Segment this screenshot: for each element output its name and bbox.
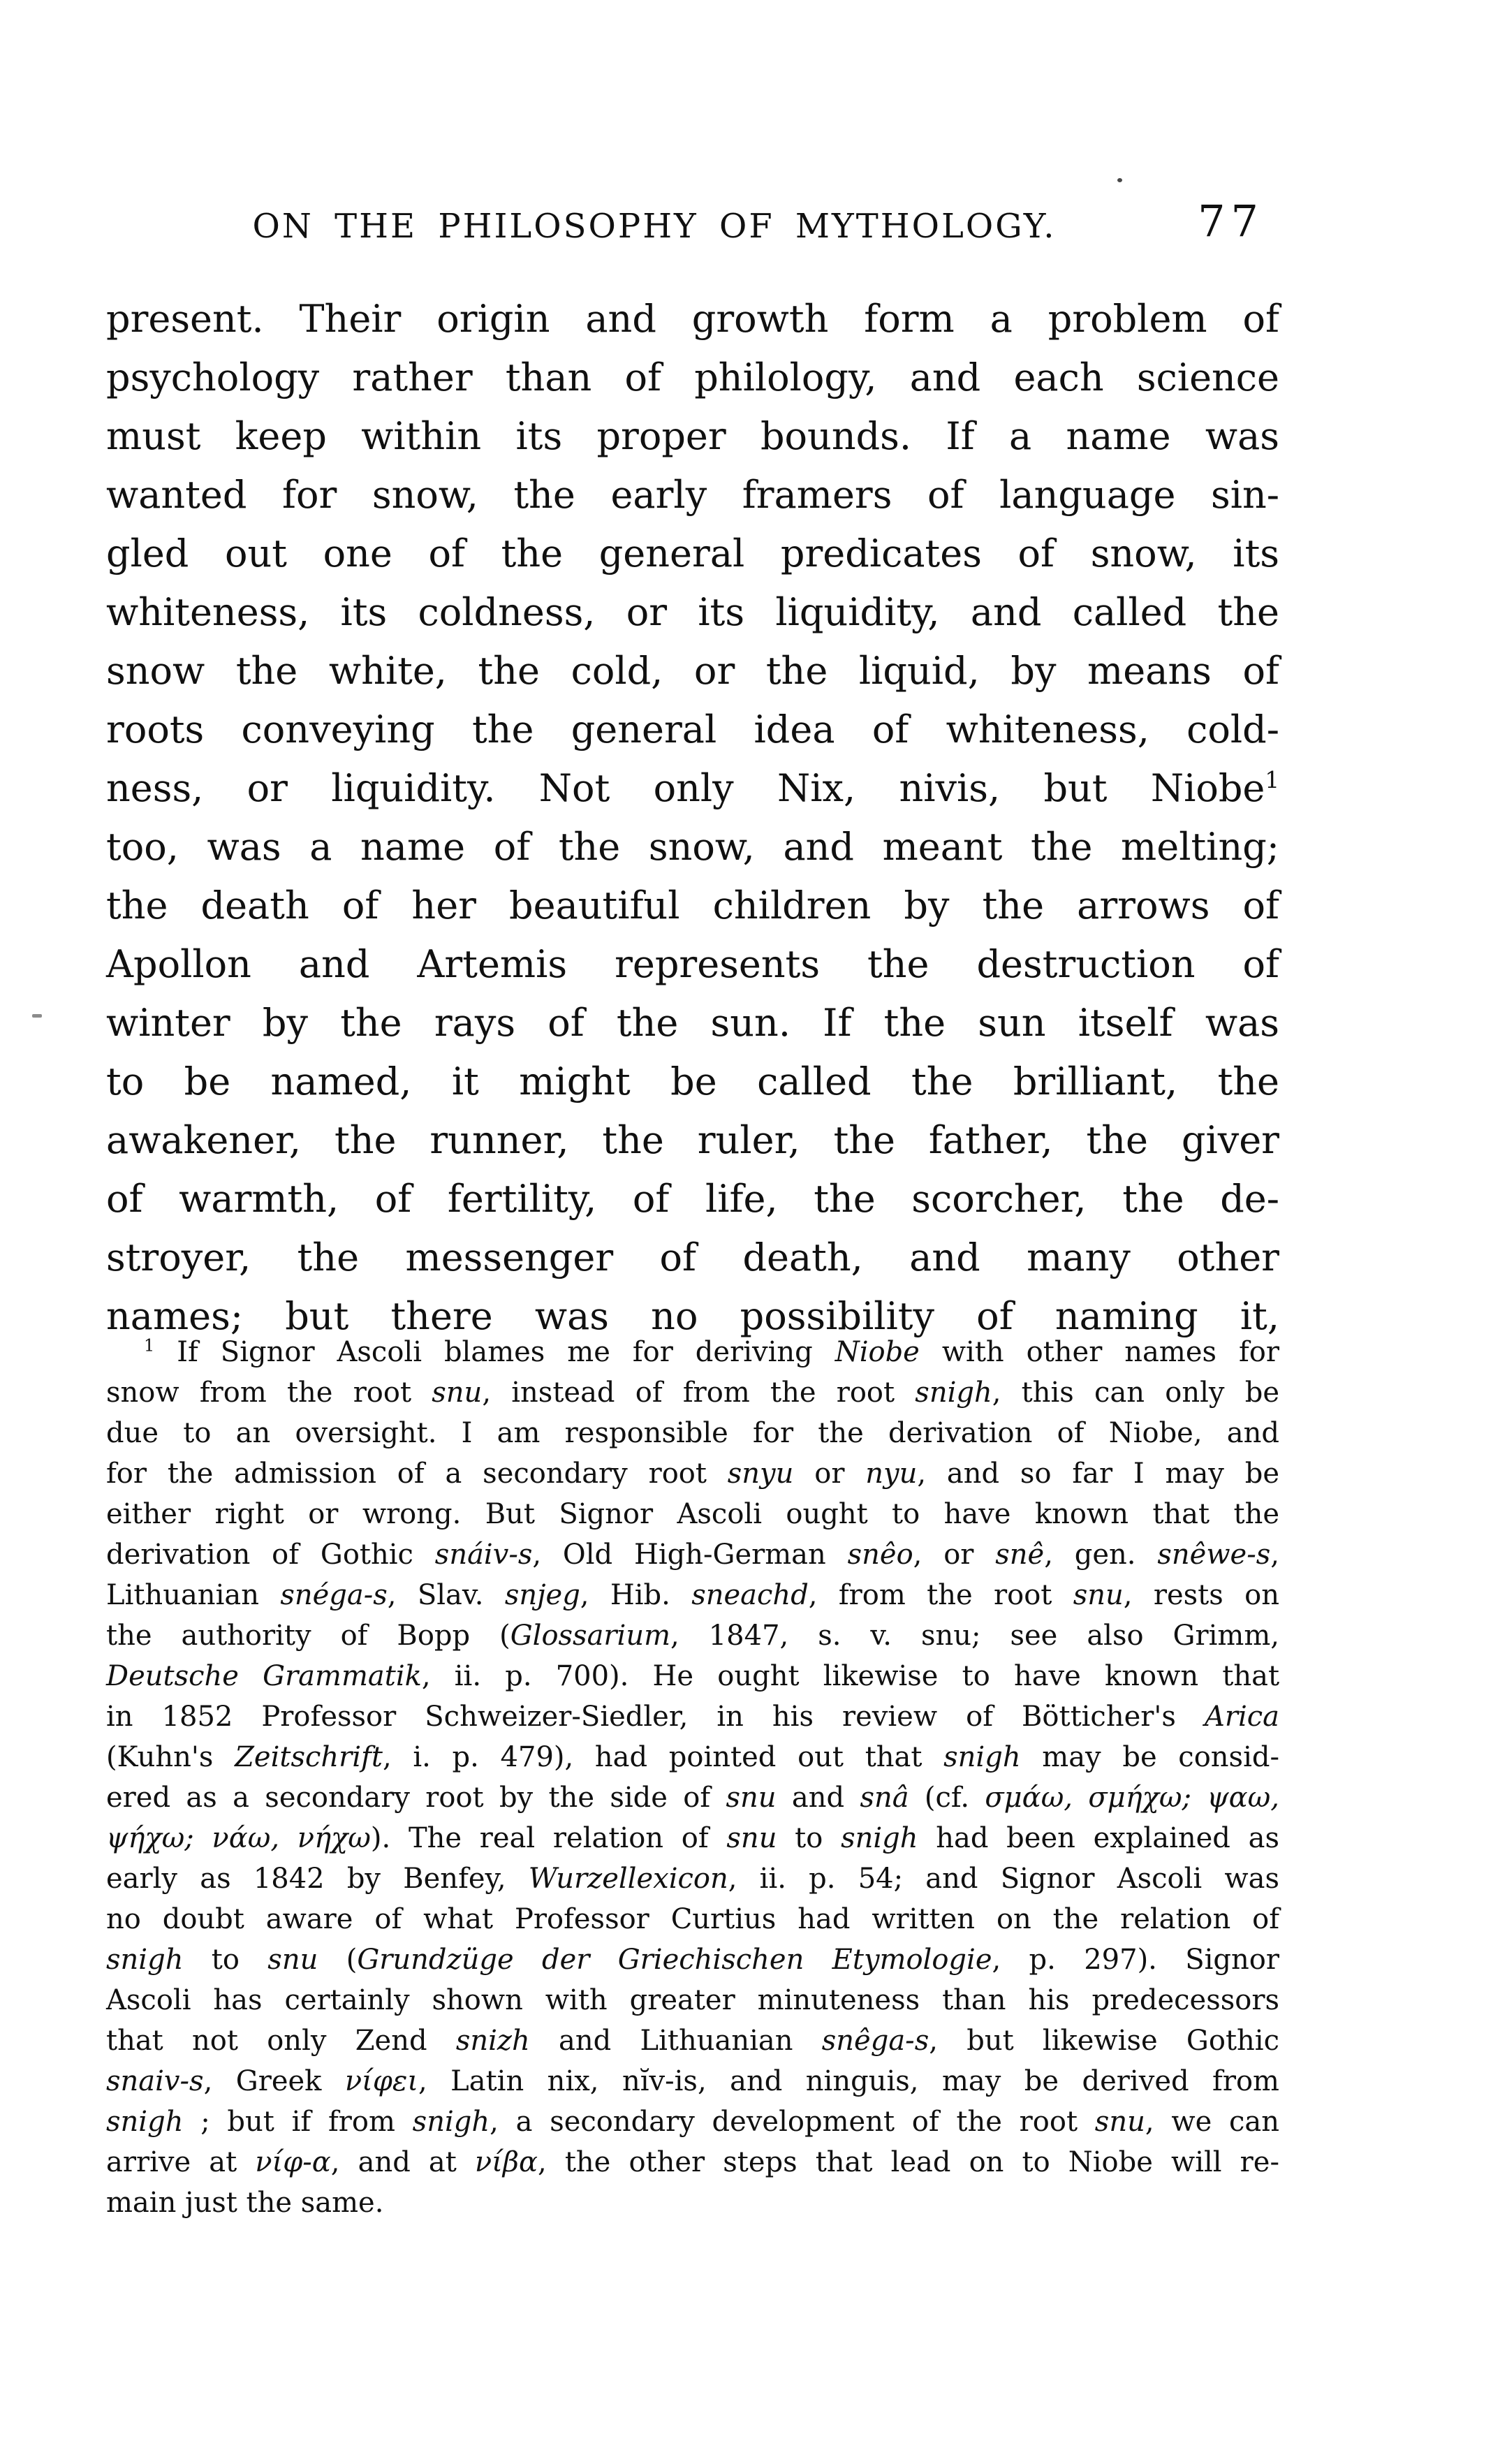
italic-term: snu xyxy=(432,1377,483,1409)
text-segment: , ii. p. 700). He ought likewise to have known that xyxy=(421,1660,1280,1692)
italic-term: νίβα xyxy=(474,2146,538,2178)
text-segment: , a secondary development of the root xyxy=(490,2106,1095,2138)
text-segment: , 1847, s. v. snu; see also Grimm, xyxy=(670,1620,1279,1652)
text-segment: If Signor Ascoli blames me for deriving xyxy=(154,1336,835,1368)
body-line xyxy=(106,1053,1279,1111)
text-segment: the authority of Bopp ( xyxy=(106,1620,510,1652)
footnote-line xyxy=(106,1656,1279,1696)
text-segment: winter by the rays of the sun. If the sun itself was xyxy=(106,1001,1279,1045)
text-segment: roots conveying the general idea of whiteness, cold- xyxy=(106,707,1279,751)
scan-artifact-dash xyxy=(32,1014,42,1018)
body-line xyxy=(106,466,1279,525)
italic-term: Wurzellexicon xyxy=(528,1863,728,1895)
running-title: ON THE PHILOSOPHY OF MYTHOLOGY. xyxy=(252,207,1057,246)
text-segment: , gen. xyxy=(1044,1539,1158,1571)
italic-term: snigh xyxy=(841,1822,918,1854)
body-line xyxy=(106,818,1279,877)
footnote-line xyxy=(106,1777,1279,1818)
footnote-line xyxy=(106,1332,1279,1372)
italic-term: snu xyxy=(267,1944,318,1976)
italic-term: snêga-s xyxy=(821,2025,929,2057)
text-segment: (Kuhn's xyxy=(106,1741,235,1773)
italic-term: snigh xyxy=(106,1944,184,1976)
text-segment: , Old High-German xyxy=(532,1539,848,1571)
body-line xyxy=(106,1111,1279,1170)
text-segment: , Greek xyxy=(203,2065,345,2097)
text-segment: must keep within its proper bounds. If a name was xyxy=(106,414,1279,458)
text-segment: present. Their origin and growth form a problem of xyxy=(106,297,1279,341)
italic-term: snigh xyxy=(943,1741,1021,1773)
text-segment: to xyxy=(777,1822,841,1854)
text-segment: the death of her beautiful children by the arrows of xyxy=(106,883,1279,927)
text-segment: , Hib. xyxy=(580,1579,692,1611)
body-line xyxy=(106,877,1279,935)
text-segment: wanted for snow, the early framers of language sin- xyxy=(106,473,1279,517)
text-segment: , Slav. xyxy=(387,1579,505,1611)
text-segment: names; but there was no possibility of naming it, xyxy=(106,1294,1279,1338)
text-segment: main just the same. xyxy=(106,2187,384,2219)
text-segment: stroyer, the messenger of death, and many other xyxy=(106,1235,1279,1279)
text-segment: ). The real relation of xyxy=(370,1822,727,1854)
text-segment: had been explained as xyxy=(918,1822,1279,1854)
footnote-line xyxy=(106,1494,1279,1534)
italic-term: snu xyxy=(1094,2106,1145,2138)
text-segment: gled out one of the general predicates of snow, its xyxy=(106,531,1279,575)
text-segment: or xyxy=(793,1458,866,1490)
italic-term: snêwe-s xyxy=(1157,1539,1271,1571)
text-segment: and Lithuanian xyxy=(529,2025,822,2057)
text-segment: , ii. p. 54; and Signor Ascoli was xyxy=(728,1863,1279,1895)
scan-artifact-dot xyxy=(1117,178,1122,182)
body-line xyxy=(106,525,1279,583)
footnote-line xyxy=(106,1696,1279,1737)
body-line xyxy=(106,349,1279,407)
body-line xyxy=(106,583,1279,642)
text-segment: , this can only be xyxy=(992,1377,1279,1409)
text-segment: , rests on xyxy=(1123,1579,1279,1611)
text-segment: for the admission of a secondary root xyxy=(106,1458,728,1490)
text-segment: snow from the root xyxy=(106,1377,432,1409)
italic-term: snêo xyxy=(847,1539,913,1571)
footnote-line xyxy=(106,1534,1279,1575)
footnote-line xyxy=(106,1737,1279,1777)
italic-term: snaiv-s xyxy=(106,2065,204,2097)
text-segment: , xyxy=(1270,1539,1279,1571)
text-segment: of warmth, of fertility, of life, the scorcher, the de- xyxy=(106,1177,1279,1221)
italic-term: snigh xyxy=(106,2106,184,2138)
body-line xyxy=(106,994,1279,1053)
body-line xyxy=(106,759,1279,818)
text-segment: , we can xyxy=(1145,2106,1279,2138)
text-segment: , instead of from the root xyxy=(482,1377,916,1409)
body-line xyxy=(106,935,1279,994)
footnote-line xyxy=(106,2183,1279,2223)
body-line xyxy=(106,407,1279,466)
italic-term: snê xyxy=(995,1539,1045,1571)
text-segment: early as 1842 by Benfey, xyxy=(106,1863,529,1895)
text-segment: too, was a name of the snow, and meant the melting; xyxy=(106,825,1279,869)
italic-term: snáiv-s xyxy=(434,1539,533,1571)
italic-term: snyu xyxy=(727,1458,794,1490)
text-segment: ( xyxy=(318,1944,358,1976)
italic-term: Glossarium xyxy=(510,1620,671,1652)
footnote-line xyxy=(106,2102,1279,2142)
italic-term: snigh xyxy=(412,2106,490,2138)
text-segment: 1 xyxy=(144,1335,155,1356)
text-segment: Ascoli has certainly shown with greater minuteness than his predecessors xyxy=(106,1984,1279,2016)
footnote-text xyxy=(106,1332,1279,2223)
italic-term: Grundzüge der Griechischen Etymologie xyxy=(357,1944,992,1976)
italic-term: snu xyxy=(726,1822,777,1854)
page-header xyxy=(106,194,1279,257)
text-segment: due to an oversight. I am responsible for the derivation of Niobe, and xyxy=(106,1417,1279,1449)
italic-term: nyu xyxy=(865,1458,918,1490)
text-segment: arrive at xyxy=(106,2146,256,2178)
text-segment: ness, or liquidity. Not only Nix, nivis, but Niobe xyxy=(106,766,1265,810)
italic-term: Niobe xyxy=(835,1336,920,1368)
text-segment: and xyxy=(776,1782,860,1814)
text-segment: awakener, the runner, the ruler, the father, the giver xyxy=(106,1118,1279,1162)
text-segment: , Latin nix, nĭv-is, and ninguis, may be derived from xyxy=(418,2065,1279,2097)
text-segment: ; but if from xyxy=(183,2106,413,2138)
italic-term: snâ xyxy=(860,1782,909,1814)
body-line xyxy=(106,642,1279,701)
text-segment: (cf. xyxy=(909,1782,985,1814)
text-segment: either right or wrong. But Signor Ascoli ought to have known that the xyxy=(106,1498,1279,1530)
footnote-line xyxy=(106,1372,1279,1413)
text-segment: , i. p. 479), had pointed out that xyxy=(382,1741,944,1773)
text-segment: snow the white, the cold, or the liquid, by means of xyxy=(106,649,1279,693)
text-segment: psychology rather than of philology, and each science xyxy=(106,355,1279,399)
italic-term: νίφ-α xyxy=(255,2146,331,2178)
text-segment: 1 xyxy=(1265,767,1279,793)
text-segment: Lithuanian xyxy=(106,1579,281,1611)
italic-term: Zeitschrift xyxy=(235,1741,383,1773)
italic-term: snu xyxy=(726,1782,777,1814)
footnote-line xyxy=(106,1980,1279,2021)
page-number: 77 xyxy=(1198,196,1264,247)
text-segment: no doubt aware of what Professor Curtius had written on the relation of xyxy=(106,1903,1279,1935)
text-segment: Apollon and Artemis represents the destruction of xyxy=(106,942,1279,986)
body-line xyxy=(106,701,1279,759)
text-segment: , the other steps that lead on to Niobe will re- xyxy=(538,2146,1279,2178)
text-segment: , and so far I may be xyxy=(917,1458,1279,1490)
footnote-line xyxy=(106,1899,1279,1939)
italic-term: snu xyxy=(1073,1579,1124,1611)
body-line xyxy=(106,290,1279,349)
footnote-line xyxy=(106,1413,1279,1453)
text-segment: , or xyxy=(913,1539,996,1571)
footnote-line xyxy=(106,2021,1279,2061)
text-segment: ered as a secondary root by the side of xyxy=(106,1782,726,1814)
footnote-line xyxy=(106,1453,1279,1494)
text-segment: , from the root xyxy=(808,1579,1073,1611)
text-segment: , p. 297). Signor xyxy=(992,1944,1279,1976)
text-segment: , but likewise Gothic xyxy=(929,2025,1280,2057)
italic-term: snigh xyxy=(915,1377,992,1409)
italic-term: snjeg xyxy=(504,1579,580,1611)
body-line xyxy=(106,1229,1279,1287)
text-segment: with other names for xyxy=(919,1336,1279,1368)
footnote-line xyxy=(106,2142,1279,2183)
footnote-line xyxy=(106,1575,1279,1615)
italic-term: Arica xyxy=(1204,1701,1279,1733)
footnote-line xyxy=(106,1858,1279,1899)
text-segment: derivation of Gothic xyxy=(106,1539,435,1571)
italic-term: snéga-s xyxy=(280,1579,388,1611)
footnote-line xyxy=(106,1615,1279,1656)
body-text xyxy=(106,290,1279,1346)
italic-term: σμάω, σμήχω; ψαω, xyxy=(985,1782,1279,1814)
text-segment: that not only Zend xyxy=(106,2025,456,2057)
italic-term: Deutsche Grammatik xyxy=(106,1660,422,1692)
footnote-line xyxy=(106,1818,1279,1858)
footnote-line xyxy=(106,1939,1279,1980)
footnote-line xyxy=(106,2061,1279,2102)
text-segment: whiteness, its coldness, or its liquidity, and called the xyxy=(106,590,1279,634)
italic-term: νίφει xyxy=(344,2065,419,2097)
italic-term: snizh xyxy=(455,2025,530,2057)
italic-term: sneachd xyxy=(691,1579,809,1611)
text-segment: to be named, it might be called the brilliant, the xyxy=(106,1059,1279,1103)
text-segment: may be consid- xyxy=(1020,1741,1279,1773)
body-line xyxy=(106,1170,1279,1229)
text-segment: , and at xyxy=(330,2146,475,2178)
text-segment: in 1852 Professor Schweizer-Siedler, in his review of Bötticher's xyxy=(106,1701,1205,1733)
italic-term: ψήχω; νάω, νήχω xyxy=(106,1822,371,1854)
text-segment: to xyxy=(183,1944,268,1976)
